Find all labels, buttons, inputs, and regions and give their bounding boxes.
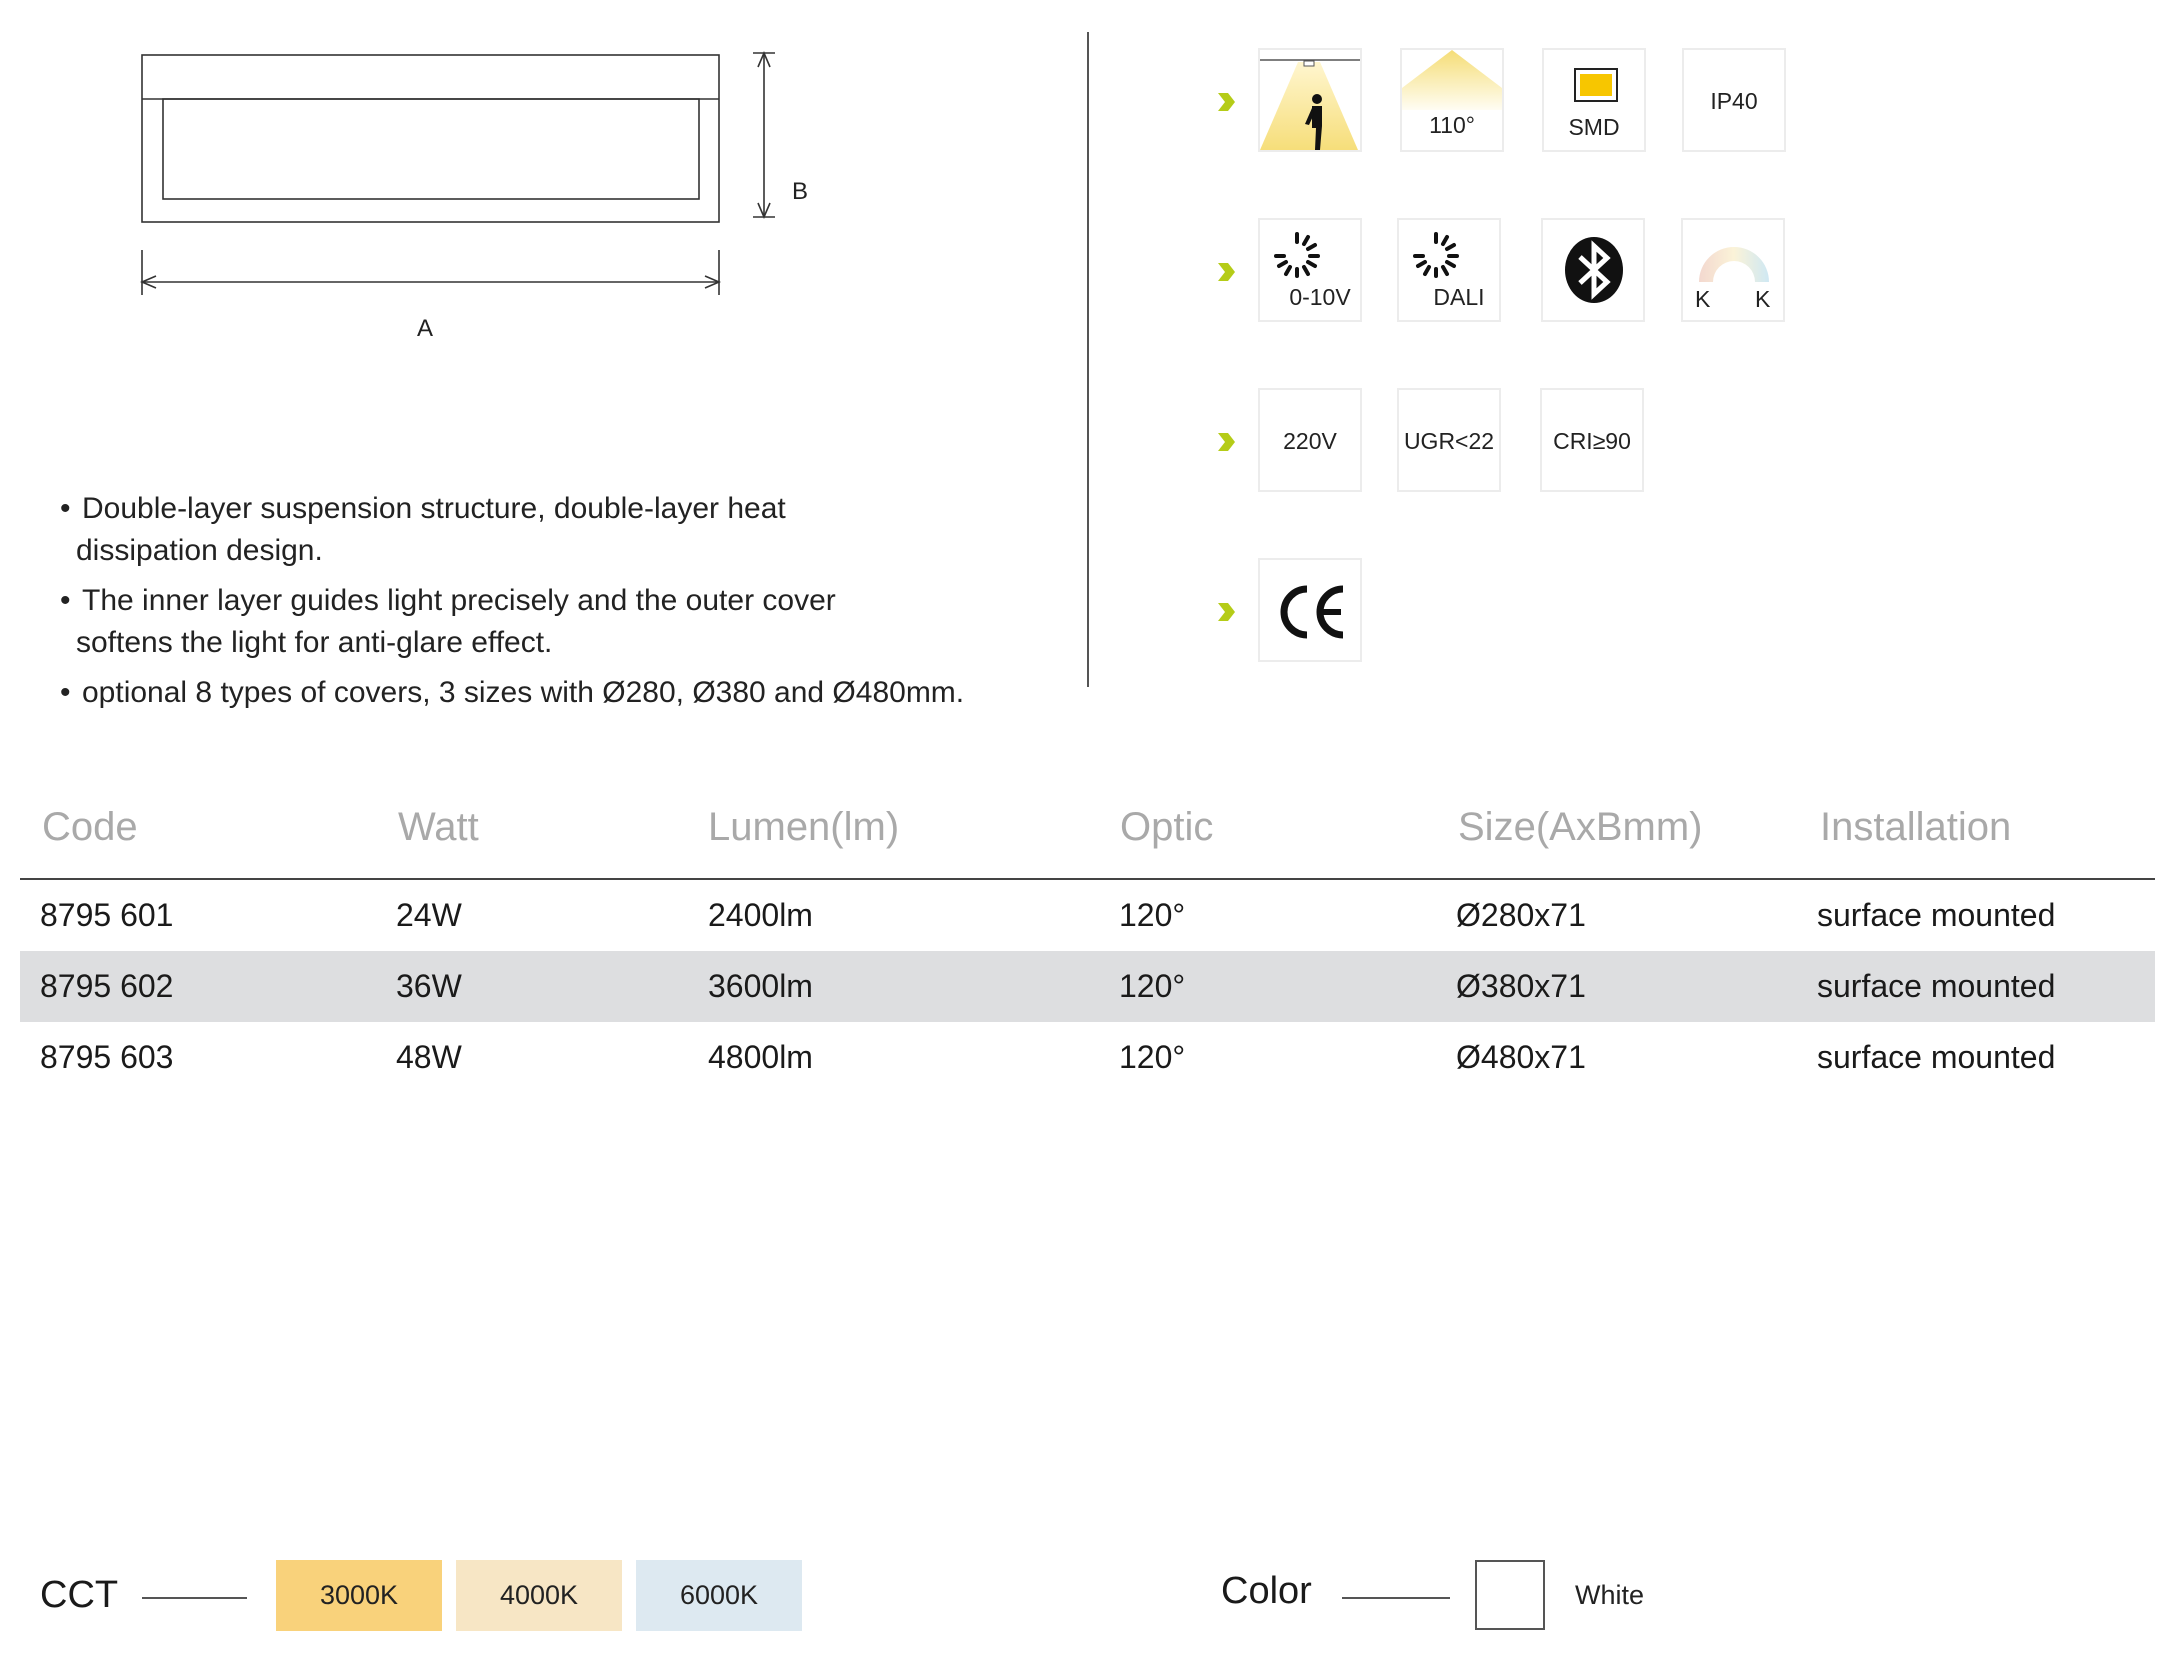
header-watt: Watt	[398, 805, 479, 849]
cct-swatch-3000k: 3000K	[276, 1560, 442, 1631]
icon-row-certification	[1215, 558, 1915, 666]
feature-text-cont: dissipation design.	[76, 534, 323, 567]
led-type-icon-box	[1542, 48, 1646, 152]
cri-icon-box	[1540, 388, 1644, 492]
led-type-label: SMD	[1568, 114, 1620, 140]
table-row	[20, 880, 2155, 951]
cell-code: 8795 602	[40, 968, 174, 1004]
bullet: •	[60, 492, 71, 525]
chevron-right-icon	[1215, 431, 1237, 453]
spec-table	[20, 790, 2155, 1093]
feature-item	[60, 580, 1060, 664]
icon-row-optics	[1215, 48, 1915, 156]
cell-optic: 120°	[1119, 968, 1186, 1004]
cri-label: CRI≥90	[1553, 428, 1631, 454]
ugr-label: UGR<22	[1403, 428, 1495, 454]
dimming-dali-label: DALI	[1433, 284, 1485, 310]
cell-watt: 48W	[396, 1039, 462, 1075]
feature-text: The inner layer guides light precisely and the outer cover	[82, 584, 836, 617]
cct-warm-k-label: K	[1695, 286, 1711, 312]
feature-list	[60, 488, 1060, 722]
dimming-dali-icon-box	[1397, 218, 1501, 322]
header-installation: Installation	[1820, 805, 2012, 849]
color-name: White	[1575, 1580, 1645, 1610]
dimming-0-10v-icon-box	[1258, 218, 1362, 322]
table-row	[20, 951, 2155, 1022]
bullet: •	[60, 584, 71, 617]
chevron-right-icon	[1215, 91, 1237, 113]
luminaire-outer-outline	[142, 55, 719, 222]
feature-text-cont: softens the light for anti-glare effect.	[76, 626, 553, 659]
icon-row-control	[1215, 218, 1915, 326]
cell-code: 8795 603	[40, 1039, 174, 1075]
voltage-label: 220V	[1283, 428, 1337, 454]
bluetooth-icon-box	[1541, 218, 1645, 322]
dimming-0-10v-label: 0-10V	[1289, 284, 1351, 310]
dimension-drawing	[130, 45, 830, 355]
ce-mark-icon-box	[1258, 558, 1362, 662]
bullet: •	[60, 676, 71, 709]
cct-swatch-6000k: 6000K	[636, 1560, 802, 1631]
ce-mark-icon	[1277, 585, 1347, 639]
color-swatch-white	[1475, 1560, 1545, 1630]
table-row	[20, 1022, 2155, 1093]
header-code: Code	[42, 805, 138, 849]
cell-size: Ø480x71	[1456, 1039, 1586, 1075]
feature-item	[60, 488, 1060, 572]
cell-watt: 36W	[396, 968, 462, 1004]
cct-cool-k-label: K	[1755, 286, 1771, 312]
chevron-right-icon	[1215, 601, 1237, 623]
cell-installation: surface mounted	[1817, 897, 2056, 933]
cell-optic: 120°	[1119, 1039, 1186, 1075]
cell-lumen: 4800lm	[708, 1039, 813, 1075]
ugr-icon-box	[1397, 388, 1501, 492]
cell-installation: surface mounted	[1817, 1039, 2056, 1075]
cell-size: Ø380x71	[1456, 968, 1586, 1004]
dimension-drawing-svg	[130, 45, 830, 355]
dim-b-label: B	[792, 178, 809, 205]
cell-installation: surface mounted	[1817, 968, 2056, 1004]
luminaire-inner-outline	[163, 99, 699, 199]
voltage-icon-box	[1258, 388, 1362, 492]
chevron-right-icon	[1215, 261, 1237, 283]
cell-size: Ø280x71	[1456, 897, 1586, 933]
beam-angle-icon	[1402, 50, 1502, 110]
dimming-spinner-icon	[1411, 230, 1461, 280]
beam-angle-icon-box	[1400, 48, 1504, 152]
icon-row-electrical	[1215, 388, 1915, 496]
bluetooth-icon	[1563, 236, 1625, 304]
header-size: Size(AxBmm)	[1458, 805, 1703, 849]
ip-rating-label: IP40	[1710, 88, 1758, 114]
cct-swatch-4000k: 4000K	[456, 1560, 622, 1631]
color-connector-line	[1342, 1597, 1450, 1599]
section-divider	[1087, 32, 1089, 687]
cell-code: 8795 601	[40, 897, 174, 933]
dimming-spinner-icon	[1272, 230, 1322, 280]
table-header	[20, 790, 2155, 880]
tunable-white-icon-box	[1681, 218, 1785, 322]
color-label: Color	[1221, 1570, 1312, 1612]
dim-a-label: A	[417, 315, 434, 342]
smd-chip-icon	[1574, 68, 1618, 102]
feature-text: Double-layer suspension structure, double-layer heat	[82, 492, 786, 525]
surface-mount-person-icon	[1260, 50, 1360, 150]
cell-optic: 120°	[1119, 897, 1186, 933]
cell-watt: 24W	[396, 897, 462, 933]
feature-text: optional 8 types of covers, 3 sizes with Ø280, Ø380 and Ø480mm.	[82, 676, 965, 709]
feature-item	[60, 672, 1060, 714]
beam-angle-label: 110°	[1429, 112, 1475, 138]
mounting-icon-box	[1258, 48, 1362, 152]
cct-connector-line	[142, 1597, 247, 1599]
header-optic: Optic	[1120, 805, 1214, 849]
cell-lumen: 3600lm	[708, 968, 813, 1004]
header-lumen: Lumen(lm)	[708, 805, 900, 849]
cell-lumen: 2400lm	[708, 897, 813, 933]
color-temperature-arc-icon	[1689, 234, 1779, 284]
ip-rating-icon-box	[1682, 48, 1786, 152]
cct-label: CCT	[40, 1574, 119, 1616]
